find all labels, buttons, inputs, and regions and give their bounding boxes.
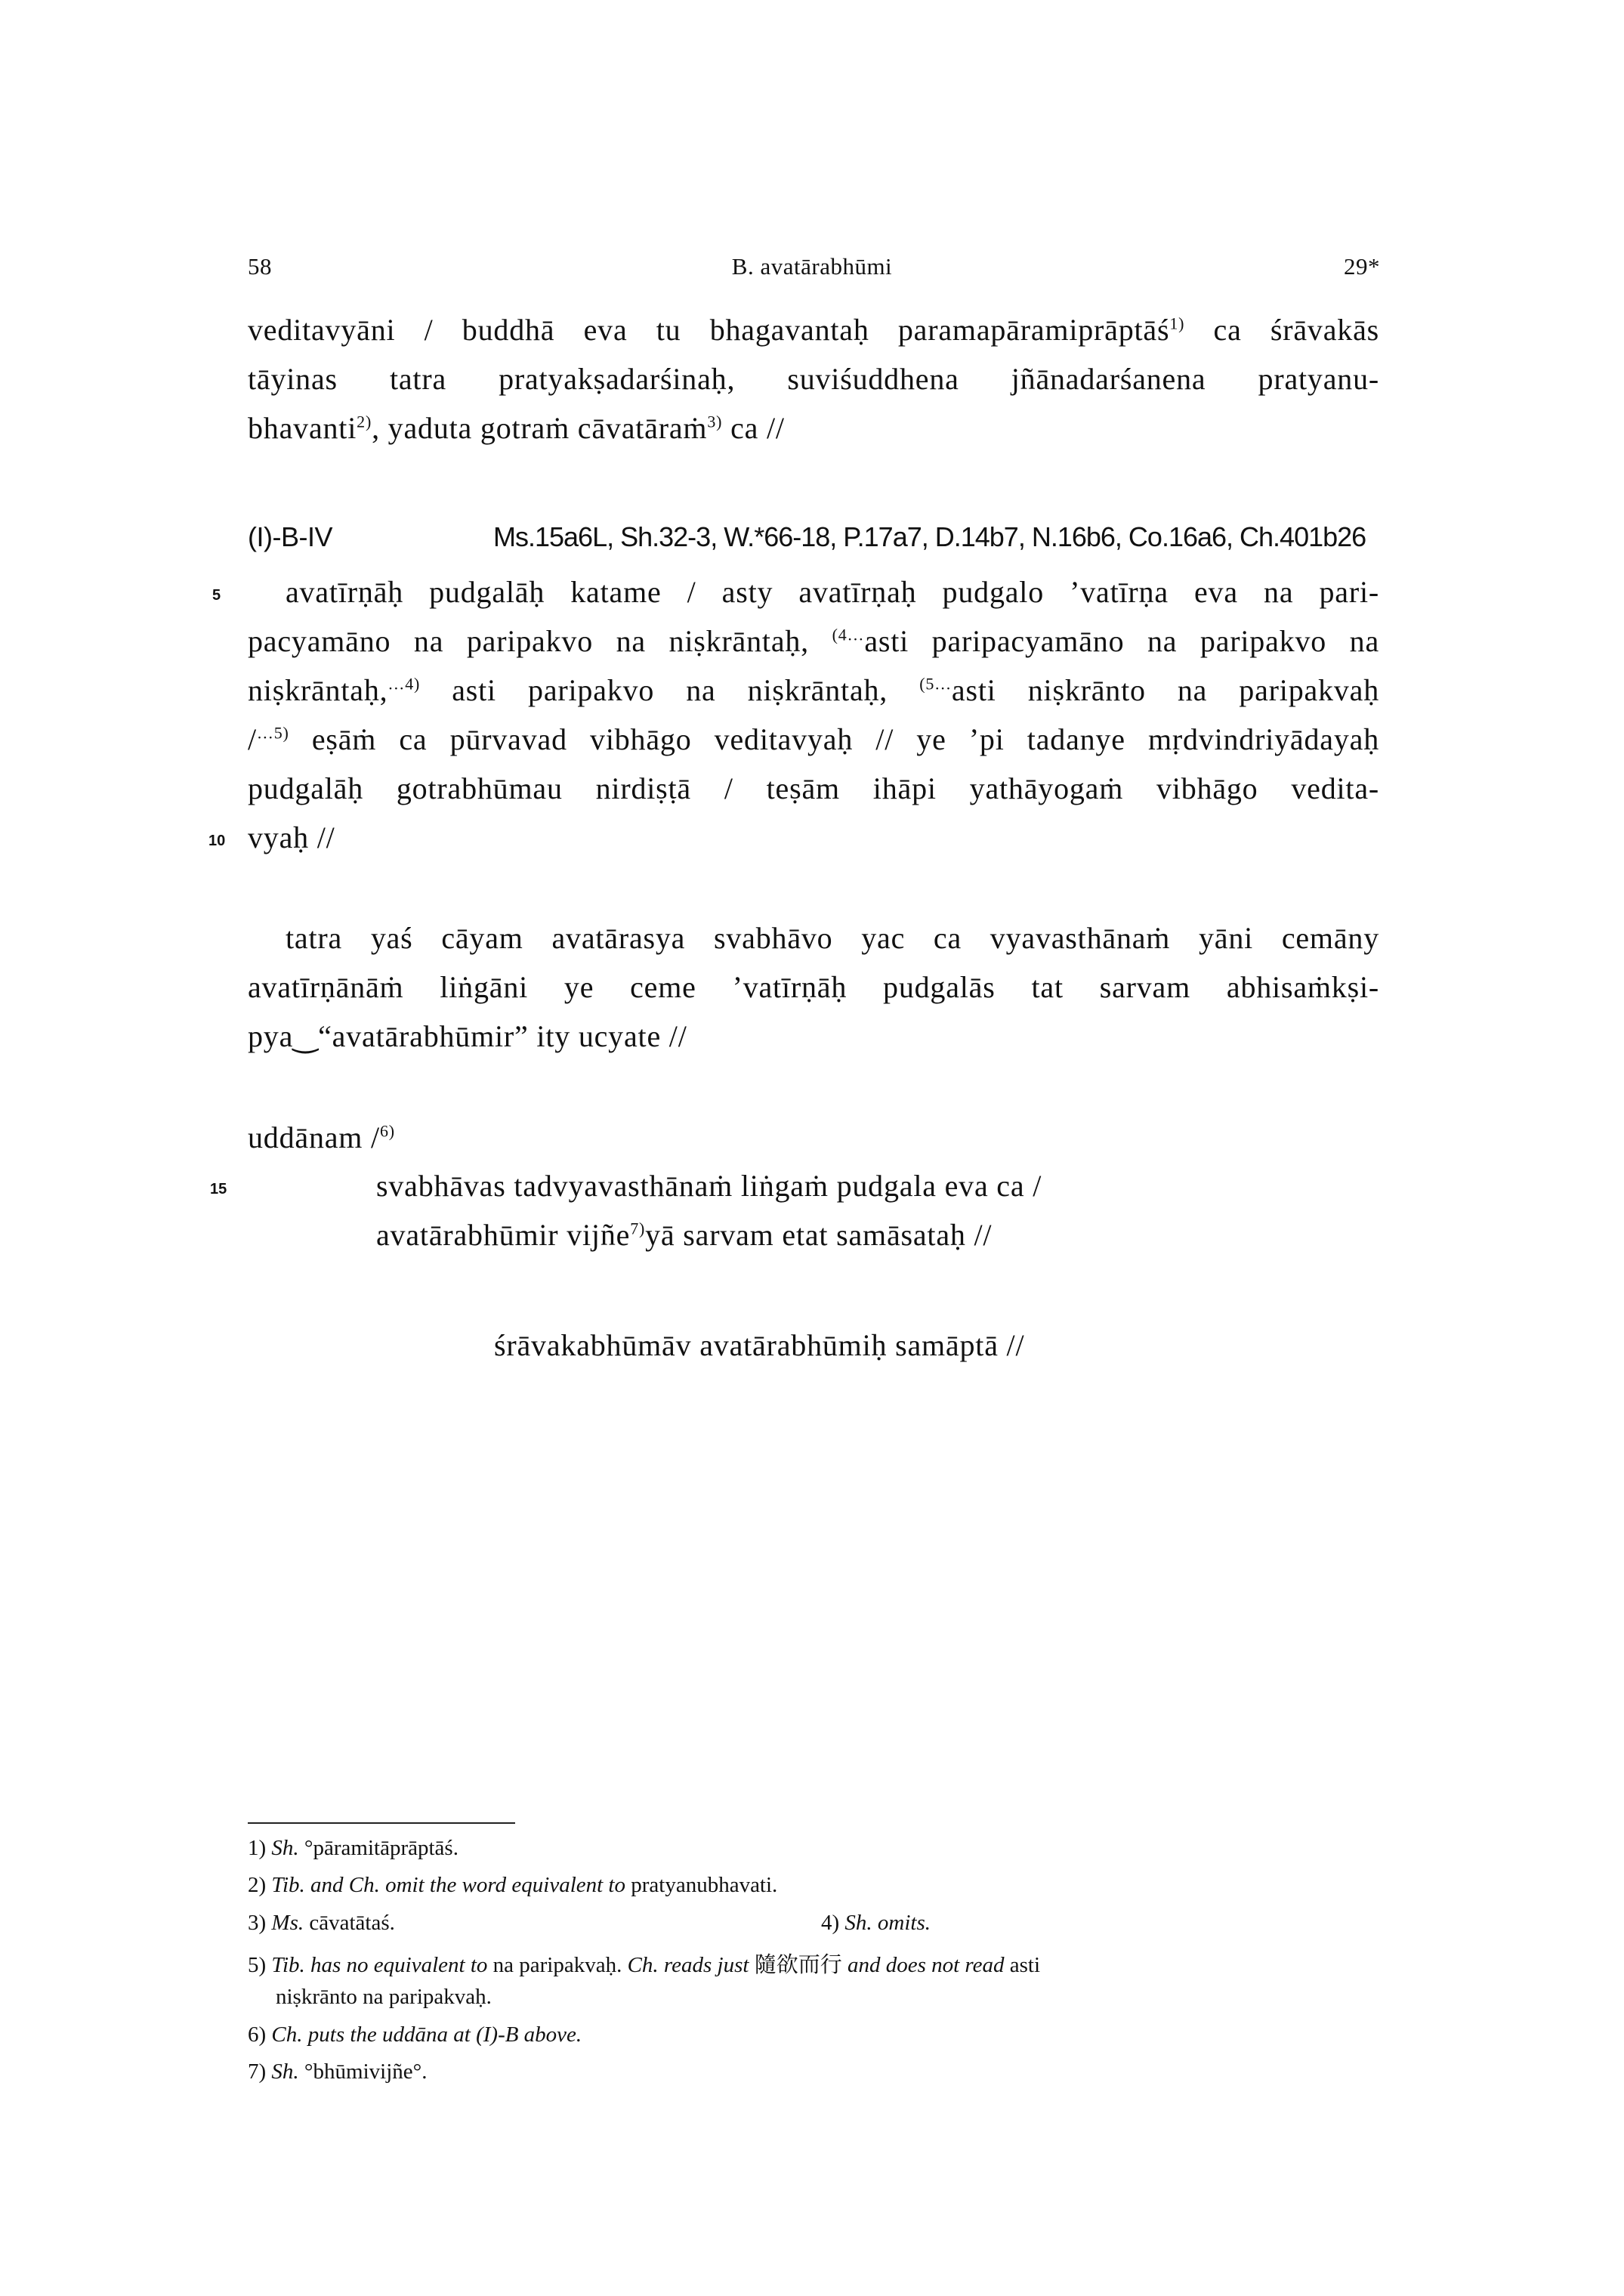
colophon: śrāvakabhūmāv avatārabhūmiḥ samāptā // xyxy=(494,1328,1025,1362)
footnote-1: 1) Sh. °pāramitāprāptāś. xyxy=(248,1836,458,1860)
para1-line3: bhavanti$^{2)}$, yaduta gotraṁ cāvatāraṁ$^{3)}$ ca // xyxy=(248,411,785,445)
footnote-2: 2) Tib. and Ch. omit the word equivalent to pratyanubhavati. xyxy=(248,1873,778,1897)
variant-mark: (5… xyxy=(919,674,952,694)
para1-line2: tāyinas tatra pratyakṣadarśinaḥ, suviśuddhena jñānadarśanena pratyanu- xyxy=(248,362,1379,396)
footnote-ref: 6) xyxy=(379,1121,395,1141)
footnote-rule xyxy=(248,1822,515,1824)
folio-number: 29* xyxy=(1344,253,1380,280)
footnote-5: 5) Tib. has no equivalent to na paripakvaḥ. Ch. reads just 隨欲而行 and does not read asti xyxy=(248,1953,1041,1977)
footnote-ref: 3) xyxy=(707,412,723,431)
variant-mark: (4… xyxy=(832,625,865,644)
line-number: 5 xyxy=(212,587,221,604)
page-number: 58 xyxy=(248,253,272,280)
verse-line1: svabhāvas tadvyavasthānaṁ liṅgaṁ pudgala eva ca / xyxy=(376,1169,1042,1203)
para3-line2: avatīrṇānāṁ liṅgāni ye ceme ’vatīrṇāḥ pudgalās tat sarvam abhisaṁkṣi- xyxy=(248,970,1379,1004)
para2-line4: /$^{\dots 5)}$ eṣāṁ ca pūrvavad vibhāgo veditavyaḥ // ye ’pi tadanye mṛdvindriyādayaḥ xyxy=(248,722,1379,756)
footnote-7: 7) Sh. °bhūmivijñe°. xyxy=(248,2060,428,2084)
line-number: 15 xyxy=(210,1181,227,1197)
footnote-4: 4) Sh. omits. xyxy=(821,1911,931,1935)
para3-line3: pya‿“avatārabhūmir” ity ucyate // xyxy=(248,1019,687,1053)
para2-line2: pacyamāno na paripakvo na niṣkrāntaḥ, $^{(4\dots}$asti paripacyamāno na paripakvo na xyxy=(248,624,1379,658)
para2-line5: pudgalāḥ gotrabhūmau nirdiṣṭā / teṣām ihāpi yathāyogaṁ vibhāgo vedita- xyxy=(248,771,1379,805)
running-title: B. avatārabhūmi xyxy=(731,253,893,280)
verse-line2: avatārabhūmir vijñe$^{7)}$yā sarvam etat samāsataḥ // xyxy=(376,1218,993,1252)
section-tag: (I)-B-IV xyxy=(248,521,332,552)
footnote-ref: 7) xyxy=(630,1219,646,1238)
variant-mark: …4) xyxy=(387,674,421,694)
line-number: 10 xyxy=(208,833,226,849)
para3-line1: tatra yaś cāyam avatārasya svabhāvo yac ca vyavasthānaṁ yāni cemāny xyxy=(286,921,1379,955)
para1-line1: veditavyāni / buddhā eva tu bhagavantaḥ paramapāramiprāptāś$^{1)}$ ca śrāvakās xyxy=(248,313,1379,347)
footnote-ref: 2) xyxy=(357,412,372,431)
footnote-6: 6) Ch. puts the uddāna at (I)-B above. xyxy=(248,2023,582,2047)
para2-line3: niṣkrāntaḥ,$^{\dots 4)}$ asti paripakvo na niṣkrāntaḥ, $^{(5\dots}$asti niṣkrānto na paripakvaḥ xyxy=(248,673,1379,707)
uddana-label: uddānam /$^{6)}$ xyxy=(248,1120,395,1154)
footnote-ref: 1) xyxy=(1169,314,1185,333)
section-references: Ms.15a6L, Sh.32-3, W.*66-18, P.17a7, D.14b7, N.16b6, Co.16a6, Ch.401b26 xyxy=(493,521,1366,552)
footnote-3: 3) Ms. cāvatātaś. xyxy=(248,1911,395,1935)
para2-line1: avatīrṇāḥ pudgalāḥ katame / asty avatīrṇaḥ pudgalo ’vatīrṇa eva na pari- xyxy=(286,575,1379,609)
para2-line6: vyaḥ // xyxy=(248,820,335,854)
variant-mark: …5) xyxy=(256,723,289,743)
footnote-5-continued: niṣkrānto na paripakvaḥ. xyxy=(276,1985,492,2009)
